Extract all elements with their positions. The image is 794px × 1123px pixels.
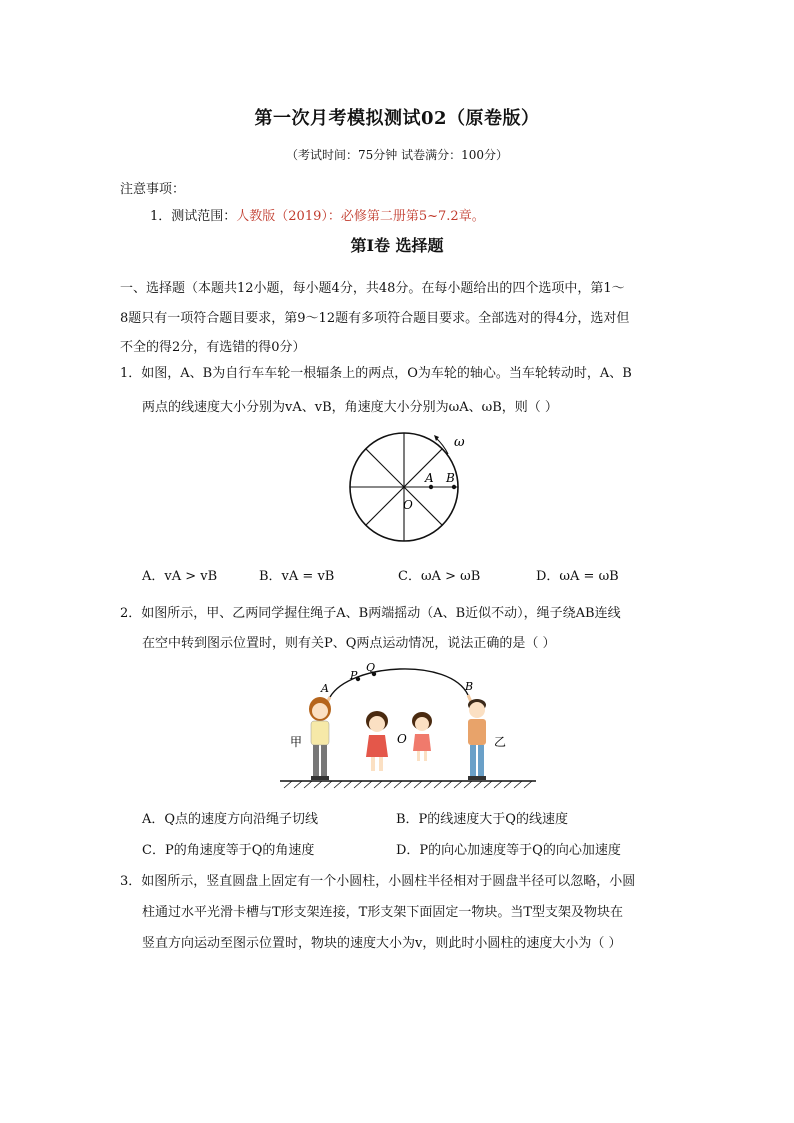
- q1-option-b: B．vA = vB: [259, 569, 335, 584]
- page-title: 第一次月考模拟测试02（原卷版）: [254, 108, 540, 129]
- label-q: Q: [366, 661, 376, 674]
- scope-prefix: 1．测试范围：: [150, 209, 237, 224]
- q1-line-1: 1．如图，A、B为自行车车轮一根辐条上的两点，O为车轮的轴心。当车轮转动时，A、B: [120, 366, 632, 381]
- q2-option-b: B．P的线速度大于Q的线速度: [396, 812, 568, 827]
- scope-highlight: 人教版（2019）：必修第二册第5~7.2章。: [236, 209, 485, 224]
- part1-line-3: 不全的得2分，有选错的得0分）: [120, 340, 306, 355]
- q2-option-a: A．Q点的速度方向沿绳子切线: [142, 812, 319, 827]
- label-a: A: [321, 682, 329, 695]
- q3-line-1: 3．如图所示，竖直圆盘上固定有一个小圆柱，小圆柱半径相对于圆盘半径可以忽略，小圆: [120, 874, 636, 889]
- part1-line-1: 一、选择题（本题共12小题，每小题4分，共48分。在每小题给出的四个选项中，第1～: [120, 281, 625, 296]
- label-o: O: [397, 732, 407, 746]
- label-b: B: [465, 680, 474, 693]
- label-omega: ω: [454, 435, 465, 450]
- part1-line-2: 8题只有一项符合题目要求，第9～12题有多项符合题目要求。全部选对的得4分，选对但: [120, 311, 630, 326]
- notice-label: 注意事项：: [120, 182, 186, 197]
- q2-option-c: C．P的角速度等于Q的角速度: [142, 843, 315, 858]
- rotation-arrow: [436, 438, 448, 454]
- q2-line-2: 在空中转到图示位置时，则有关P、Q两点运动情况，说法正确的是（ ）: [142, 636, 556, 651]
- child-1-illustration: [366, 711, 388, 771]
- wheel-figure: [340, 424, 480, 564]
- q1-line-2: 两点的线速度大小分别为vA、vB，角速度大小分别为ωA、ωB，则（ ）: [142, 400, 558, 415]
- child-2-illustration: [412, 712, 432, 761]
- q2-line-1: 2．如图所示，甲、乙两同学握住绳子A、B两端摇动（A、B近似不动），绳子绕AB连线: [120, 606, 621, 621]
- point-a: [429, 485, 433, 489]
- label-b: B: [446, 471, 455, 485]
- q1-option-d: D．ωA = ωB: [536, 569, 619, 584]
- label-p: P: [350, 669, 358, 682]
- label-yi: 乙: [494, 735, 507, 749]
- label-jia: 甲: [290, 735, 303, 749]
- q3-line-2: 柱通过水平光滑卡槽与T形支架连接，T形支架下面固定一物块。当T型支架及物块在: [142, 905, 624, 920]
- label-a: A: [425, 471, 434, 485]
- wheel-spokes: [350, 433, 458, 541]
- student-jia-illustration: [309, 697, 331, 780]
- q2-option-d: D．P的向心加速度等于Q的向心加速度: [396, 843, 621, 858]
- q1-option-c: C．ωA > ωB: [398, 569, 481, 584]
- point-b: [452, 485, 456, 489]
- exam-info: （考试时间：75分钟 试卷满分：100分）: [286, 148, 508, 162]
- test-scope: [150, 205, 485, 224]
- rope-figure: [280, 657, 540, 789]
- section-title: 第Ⅰ卷 选择题: [350, 236, 444, 255]
- label-o: O: [403, 498, 413, 512]
- ground-hatch: [284, 781, 532, 788]
- q1-option-a: A．vA > vB: [142, 569, 218, 584]
- student-yi-illustration: [468, 695, 486, 780]
- q3-line-3: 竖直方向运动至图示位置时，物块的速度大小为v，则此时小圆柱的速度大小为（ ）: [142, 936, 622, 951]
